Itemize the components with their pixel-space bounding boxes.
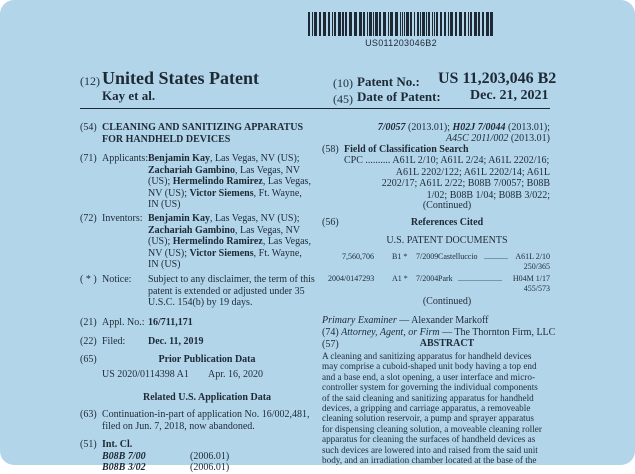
barcode-bar [314,12,317,36]
notice-line: Subject to any disclaimer, the term of this [148,274,315,285]
primary-examiner: Primary Examiner — Alexander Markoff [322,315,489,326]
barcode-bar [470,12,472,36]
barcode-bar [432,12,433,36]
barcode-bar [422,12,425,36]
continuation-line: Continuation-in-part of application No. 16/002,481, [102,409,310,420]
int-cl-class: B08B 3/02 [102,462,146,473]
filed-value: Dec. 11, 2019 [148,336,204,347]
patent-date: Dec. 21, 2021 [470,88,549,103]
title [102,122,312,145]
barcode-bar [420,12,421,36]
continuation-text [102,409,316,432]
barcode-bar [426,12,427,36]
barcode-bar [308,12,310,36]
prior-pub-number: US 2020/0114398 A1 [102,369,189,380]
cpc-line: 2202/17; A61L 2/22; B08B 7/0057; B08B [381,178,550,190]
title-line-2: FOR HANDHELD DEVICES [102,133,231,145]
notice-label: Notice: [102,274,132,285]
barcode [308,12,494,36]
barcode-bar [410,12,412,36]
filed-label: Filed: [102,336,126,347]
right-column: 7/0057 (2013.01); H02J 7/0044 (2013.01); A45C 2011/002 (2013.01) (58) Field of Classification Search CPC .......... A61L 2/10; A61L 2/24; A61L 2202/16; A61L 2202/122; A61L 2202/14; A61L 2202/17; A61L 2/22; B08B 7/0057; B08B 1/02; B08B 1/04; B08B 3/022; (Continued) (56) References Cited U.S. PATENT DOCUMENTS 7,560,706 B1 * 7/2009 Castelluccio ............ A61L 2/10 250/365 2004/0147293 A1 * 7/2004 Park ...................... H04M 1/17 455/573 (Continued) Primary Examiner — Alexander Markoff (74) Attorney, Agent, or Firm — The Thornton Firm, LLC (57) ABSTRACT A cleaning and sanitizing apparatus for handheld devices may comprise a cuboid-shaped unit body having a top end and a base end, a slot opening, a user interface and micro- controller system for governing the individual components of the said cleaning and sanitizing apparatus for handheld devices, a gripping and carriage apparatus, a removeable cleaning solution reservoir, a pump and sprayer apparatus for dispensing cleaning solution, a moveable cleaning roller apparatus for cleaning the surfaces of handheld devices as such devices are lowered into and raised from the said unit body, and an irradiation chamber located at the base of the [322,122,556,466]
abstract-line: such devices are lowered into and raised from the said unit [322,444,538,455]
appl-no-label: Appl. No.: [102,317,145,328]
barcode-bar [474,12,477,36]
abstract-line: cleaning solution reservoir, a pump and sprayer apparatus [322,413,534,424]
abstract-line: A cleaning and sanitizing apparatus for handheld devices [322,351,532,361]
header-rule [80,108,550,109]
barcode-bar [450,12,453,36]
barcode-bar [390,12,393,36]
patent-no-label: Patent No.: [357,74,420,89]
barcode-bar [334,12,336,36]
int-cl-label: Int. Cl. [102,439,133,450]
cpc-line: 1/02; B08B 1/04; B08B 3/022; [426,189,550,201]
notice-text [148,274,318,309]
applicants-line: (US); Hermelindo Ramirez, Las Vegas, [148,176,311,188]
barcode-bar [459,12,462,36]
code-63: (63) [80,409,97,420]
barcode-bar [414,12,415,36]
cpc-continued-2: A45C 2011/002 (2013.01) [446,133,550,144]
barcode-bar [323,12,326,36]
int-cl-version: (2006.01) [190,451,230,462]
field-search-heading: Field of Classification Search [344,144,469,155]
barcode-bar [444,12,446,36]
abstract-line: devices, a gripping and carriage apparatus, a removeable [322,403,531,414]
barcode-bar [478,12,480,36]
barcode-bar [349,12,352,36]
barcode-bar [402,12,403,36]
applicants-list [148,153,314,211]
barcode-bar [486,12,489,36]
barcode-bar [338,12,341,36]
cpc-line: A61L 2202/122; A61L 2202/14; A61L [395,166,550,178]
continuation-line: filed on Jun. 7, 2018, now abandoned. [102,420,255,432]
field-search-text [344,155,550,201]
title-line-1: CLEANING AND SANITIZING APPARATUS [102,122,304,133]
barcode-bar [379,12,381,36]
barcode-bar [428,12,430,36]
appl-no-value: 16/711,171 [148,317,193,328]
notice-line: U.S.C. 154(b) by 19 days. [148,297,253,309]
barcode-bar [354,12,357,36]
barcode-bar [455,12,457,36]
barcode-bar [342,12,344,36]
code-57: (57) [322,339,339,350]
prior-pub-heading: Prior Publication Data [158,354,256,365]
barcode-bar [404,12,405,36]
barcode-bar [373,12,374,36]
field-search-continued: (Continued) [422,200,472,211]
abstract-line: of the said cleaning and sanitizing apparatus for handheld [322,392,534,403]
code-10: (10) [333,76,353,90]
cpc-continued-1: 7/0057 (2013.01); H02J 7/0044 (2013.01); [377,122,550,133]
abstract-text [322,351,550,465]
document-type: United States Patent [102,68,259,88]
barcode-bar [388,12,389,36]
code-21: (21) [80,317,97,328]
int-cl-class: B08B 7/00 [102,451,146,462]
barcode-bar [490,12,493,36]
inventors-line: Zachariah Gambino, Las Vegas, NV [148,224,301,236]
attorney-line: (74) Attorney, Agent, or Firm — The Thornton Firm, LLC [322,327,556,338]
code-notice: ( * ) [80,274,97,285]
notice-line: patent is extended or adjusted under 35 [148,285,305,297]
date-label: Date of Patent: [357,89,441,104]
inventor-short: Kay et al. [102,88,156,103]
applicants-line: IN (US) [148,199,181,211]
barcode-bar [464,12,466,36]
barcode-bar [436,12,438,36]
abstract-line: apparatus for cleaning the surfaces of handheld devices as [322,434,536,445]
barcode-bar [468,12,469,36]
references-continued: (Continued) [422,296,472,307]
inventors-line: NV (US); Victor Siemens, Ft. Wayne, [148,247,302,259]
code-72: (72) [80,213,97,224]
applicants-line: Zachariah Gambino, Las Vegas, NV [148,164,301,176]
prior-pub-date: Apr. 16, 2020 [208,369,263,380]
barcode-bar [319,12,321,36]
related-heading: Related U.S. Application Data [142,392,272,403]
barcode-bar [406,12,409,36]
barcode-bar [448,12,449,36]
barcode-bar [400,12,401,36]
inventors-line: IN (US) [148,259,181,271]
code-65: (65) [80,354,97,365]
applicants-line: Benjamin Kay, Las Vegas, NV (US); [148,153,300,164]
barcode-bar [332,12,333,36]
code-71: (71) [80,153,97,164]
barcode-bar [434,12,435,36]
abstract-line: may comprise a cuboid-shaped unit body having a top end [322,361,537,372]
barcode-bar [328,12,330,36]
inventors-list [148,213,314,271]
abstract-line: and a base end, a slot opening, a user interface and micro- [322,371,536,382]
code-45: (45) [333,92,353,106]
barcode-bar [375,12,378,36]
code-56: (56) [322,217,339,228]
abstract-line: for dispensing cleaning solution, a moveable cleaning roller [322,423,542,434]
code-12: (12) [80,74,100,88]
barcode-bar [395,12,398,36]
int-cl-version: (2006.01) [190,462,230,473]
code-58: (58) [322,144,339,155]
cpc-line: CPC .......... A61L 2/10; A61L 2/24; A61L 2202/16; [344,155,550,166]
code-54: (54) [80,122,97,133]
barcode-bar [369,12,372,36]
barcode-bar [359,12,362,36]
applicants-line: NV (US); Victor Siemens, Ft. Wayne, [148,187,302,199]
barcode-bar [383,12,386,36]
applicants-label: Applicants: [102,153,149,164]
us-patent-docs-heading: U.S. PATENT DOCUMENTS [386,235,508,246]
patent-number: US 11,203,046 B2 [438,70,557,87]
barcode-bar [312,12,313,36]
abstract-line: body, and an irradiation chamber located at the base of the [322,455,537,466]
abstract-line: controller system for governing the individual components [322,382,538,393]
abstract-heading: ABSTRACT [419,338,475,349]
barcode-number: US011203046B2 [365,38,437,48]
barcode-bar [482,12,484,36]
inventors-line: Benjamin Kay, Las Vegas, NV (US); [148,213,300,224]
code-22: (22) [80,336,97,347]
barcode-bar [440,12,442,36]
inventors-label: Inventors: [102,213,143,224]
code-51: (51) [80,439,97,450]
barcode-bar [367,12,368,36]
barcode-bar [345,12,347,36]
barcode-bar [363,12,365,36]
references-heading: References Cited [410,217,484,228]
inventors-line: (US); Hermelindo Ramirez, Las Vegas, [148,236,311,248]
barcode-bar [417,12,419,36]
